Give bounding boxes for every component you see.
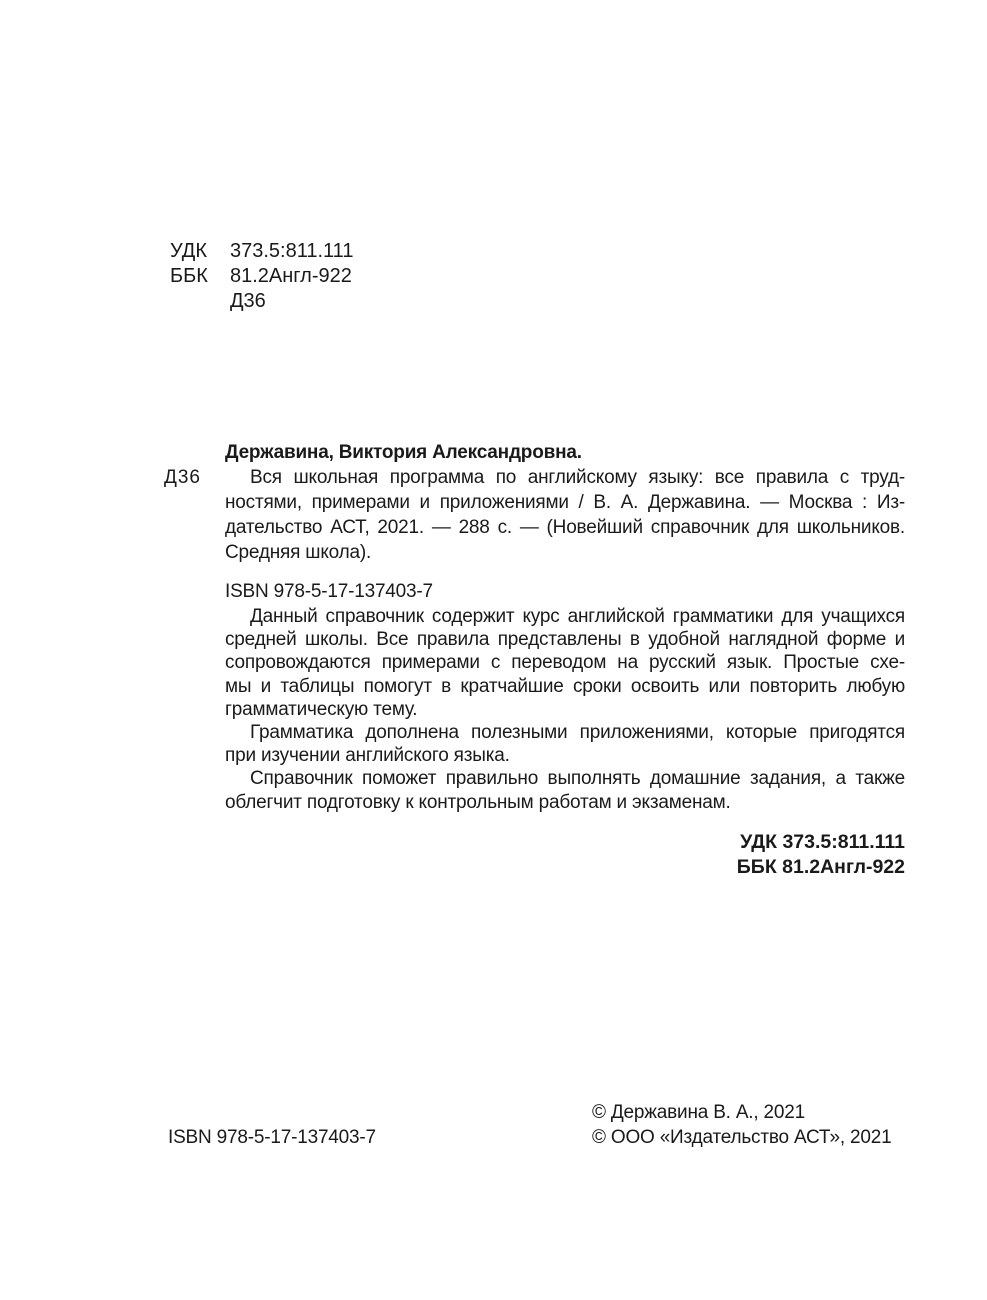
bbk-line-bold: ББК 81.2Англ-922 bbox=[736, 856, 905, 878]
annotation-line: облегчит подготовку к контрольным работам и экзаменам. bbox=[225, 791, 731, 813]
classification-block bbox=[170, 239, 353, 314]
classification-code: Д36 bbox=[230, 290, 266, 312]
author-sign-code: Д36 bbox=[164, 467, 202, 488]
classification-label: УДК bbox=[170, 240, 208, 262]
annotation-paragraph-2 bbox=[225, 721, 905, 767]
annotation-line: мы и таблицы помогут в кратчайшие сроки освоить или повторить любую bbox=[225, 675, 905, 697]
annotation-line: грамматическую тему. bbox=[225, 698, 418, 720]
description-line: дательство АСТ, 2021. — 288 с. — (Новейший справочник для школьников. bbox=[225, 517, 905, 538]
annotation-line: средней школы. Все правила представлены в удобной наглядной форме и bbox=[225, 629, 905, 651]
annotation-line: Данный справочник содержит курс английской грамматики для учащихся bbox=[250, 606, 905, 627]
description-line: ностями, примерами и приложениями / В. А. Державина. — Москва : Из- bbox=[225, 492, 905, 513]
classification-labels-column bbox=[170, 239, 230, 314]
classification-block-bold bbox=[225, 830, 905, 880]
copyright-line: © Державина В. А., 2021 bbox=[592, 1102, 806, 1123]
classification-codes-column bbox=[230, 239, 353, 314]
description-line: Средняя школа). bbox=[225, 542, 372, 563]
annotation-block bbox=[225, 605, 905, 814]
bibliographic-card bbox=[225, 440, 905, 565]
classification-code: 373.5:811.111 bbox=[230, 240, 354, 262]
annotation-line: при изучении английского языка. bbox=[225, 745, 510, 767]
classification-label: ББК bbox=[170, 265, 208, 287]
author-name-heading: Державина, Виктория Александровна. bbox=[225, 442, 582, 463]
classification-code: 81.2Англ-922 bbox=[230, 265, 352, 287]
isbn-text: ISBN 978-5-17-137403-7 bbox=[225, 581, 433, 602]
description-line: Вся школьная программа по английскому языку: все правила с труд- bbox=[250, 467, 905, 488]
copyright-line: © ООО «Издательство АСТ», 2021 bbox=[592, 1127, 892, 1148]
bibliographic-description bbox=[225, 465, 905, 565]
copyright-block bbox=[592, 1100, 892, 1150]
footer-isbn: ISBN 978-5-17-137403-7 bbox=[168, 1127, 376, 1148]
annotation-paragraph-1 bbox=[225, 605, 905, 721]
annotation-line: Грамматика дополнена полезными приложениями, которые пригодятся bbox=[250, 722, 905, 744]
annotation-line: Справочник поможет правильно выполнять домашние задания, а также bbox=[250, 768, 905, 790]
annotation-paragraph-3 bbox=[225, 767, 905, 813]
udk-line-bold: УДК 373.5:811.111 bbox=[740, 831, 905, 853]
annotation-line: сопровождаются примерами с переводом на русский язык. Простые схе- bbox=[225, 652, 905, 674]
classification-label bbox=[170, 289, 230, 314]
